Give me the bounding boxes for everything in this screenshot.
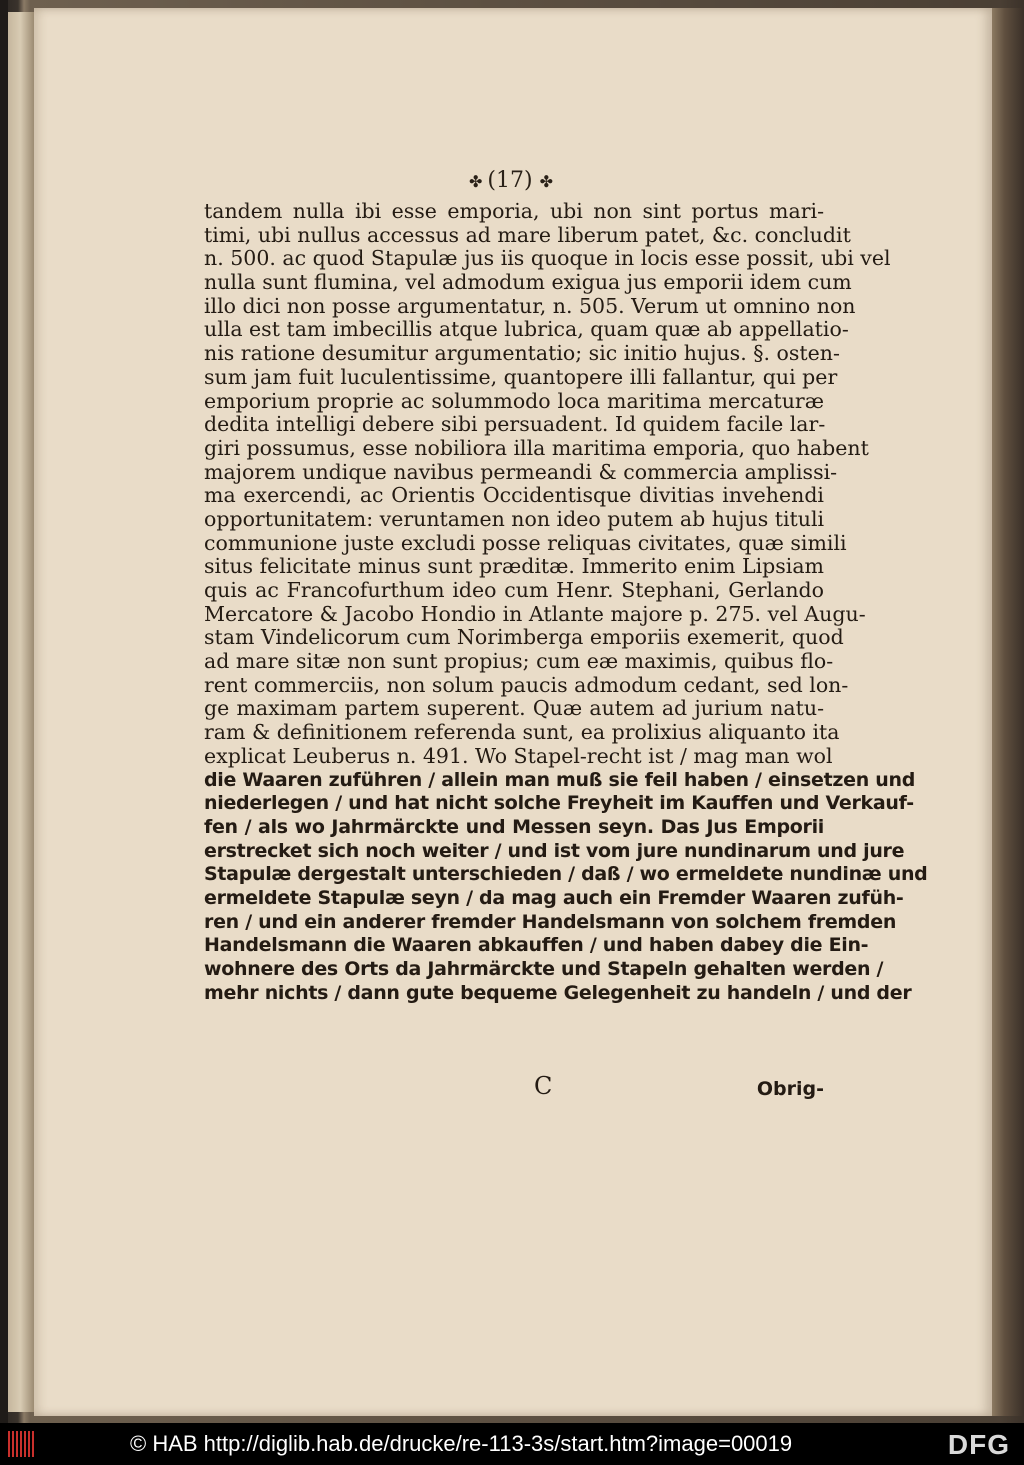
- text-line: die Waaren zuführen / allein man muß sie feil haben / einsetzen und: [204, 768, 916, 791]
- page-footer: [204, 1072, 824, 1102]
- text-line: giri possumus, esse nobiliora illa maritima emporia, quo habent: [204, 435, 869, 460]
- text-line: ermeldete Stapulæ seyn / da mag auch ein Fremder Waaren zufüh-: [204, 886, 904, 909]
- dfg-logo[interactable]: DFG: [947, 1429, 1010, 1460]
- text-line: situs felicitate minus sunt præditæ. Immerito enim Lipsiam: [204, 554, 824, 579]
- text-line: sum jam fuit luculentissime, quantopere illi fallantur, qui per: [204, 364, 838, 389]
- text-line: Mercatore & Jacobo Hondio in Atlante majore p. 275. vel Augu-: [204, 601, 866, 626]
- right-page-edge: [992, 8, 1024, 1416]
- text-line: wohnere des Orts da Jahrmärckte und Stapeln gehalten werden /: [204, 958, 884, 980]
- text-line: Handelsmann die Waaren abkauffen / und haben dabey die Ein-: [204, 934, 869, 957]
- ornament-right-icon: ✤: [539, 172, 551, 191]
- text-line: niederlegen / und hat nicht solche Freyheit im Kauffen und Verkauf-: [204, 792, 914, 815]
- text-line: mehr nichts / dann gute bequeme Gelegenheit zu handeln / und der: [204, 981, 912, 1004]
- text-line: fen / als wo Jahrmärckte und Messen seyn. Das Jus Emporii: [204, 815, 824, 838]
- text-line: ad mare sitæ non sunt propius; cum eæ maximis, quibus flo-: [204, 649, 834, 674]
- text-line: ma exercendi, ac Orientis Occidentisque divitias invehendi: [204, 483, 824, 508]
- hab-logo-icon[interactable]: [8, 1431, 34, 1457]
- copyright-link[interactable]: © HAB http://diglib.hab.de/drucke/re-113-3s/start.htm?image=00019: [130, 1431, 793, 1456]
- ornament-left-icon: ✤: [469, 172, 481, 191]
- text-line: stam Vindelicorum cum Norimberga emporiis exemerit, quod: [204, 625, 844, 650]
- text-line: ulla est tam imbecillis atque lubrica, quam quæ ab appellatio-: [204, 317, 849, 342]
- page-number: (17): [487, 168, 533, 193]
- text-line: ge maximam partem superent. Quæ autem ad jurium natu-: [204, 696, 824, 721]
- signature-mark: C: [534, 1072, 553, 1100]
- text-line: dedita intelligi debere sibi persuadent. Id quidem facile lar-: [204, 412, 826, 437]
- text-line: ren / und ein anderer fremder Handelsmann von solchem fremden: [204, 910, 897, 933]
- text-line: tandem nulla ibi esse emporia, ubi non sint portus mari-: [204, 199, 824, 223]
- text-line: communione juste excludi posse reliquas civitates, quæ simili: [204, 530, 847, 555]
- catchword: Obrig-: [756, 1078, 824, 1100]
- text-line: timi, ubi nullus accessus ad mare liberum patet, &c. concludit: [204, 222, 851, 247]
- footer-bar: [0, 1423, 1024, 1465]
- text-line: ram & definitionem referenda sunt, ea prolixius aliquanto ita: [204, 720, 840, 745]
- text-line: explicat Leuberus n. 491. Wo Stapel-recht ist / mag man wol: [204, 743, 833, 768]
- page-header: [420, 168, 600, 193]
- text-line: nis ratione desumitur argumentatio; sic initio hujus. §. osten-: [204, 341, 840, 366]
- body-text: [204, 199, 928, 1005]
- text-line: illo dici non posse argumentatur, n. 505. Verum ut omnino non: [204, 293, 856, 318]
- book-spine: [0, 0, 8, 1423]
- text-line: majorem undique navibus permeandi & commercia amplissi-: [204, 459, 838, 484]
- text-line: n. 500. ac quod Stapulæ jus iis quoque in locis esse possit, ubi vel: [204, 246, 891, 271]
- text-line: erstrecket sich noch weiter / und ist vom jure nundinarum und jure: [204, 839, 905, 862]
- text-line: quis ac Francofurthum ideo cum Henr. Stephani, Gerlando: [204, 578, 824, 602]
- text-line: Stapulæ dergestalt unterschieden / daß / wo ermeldete nundinæ und: [204, 863, 928, 886]
- text-line: rent commerciis, non solum paucis admodum cedant, sed lon-: [204, 672, 849, 697]
- text-line: nulla sunt flumina, vel admodum exigua jus emporii idem cum: [204, 270, 852, 295]
- text-line: emporium proprie ac solummodo loca maritima mercaturæ: [204, 388, 824, 413]
- text-line: opportunitatem: veruntamen non ideo putem ab hujus tituli: [204, 506, 825, 531]
